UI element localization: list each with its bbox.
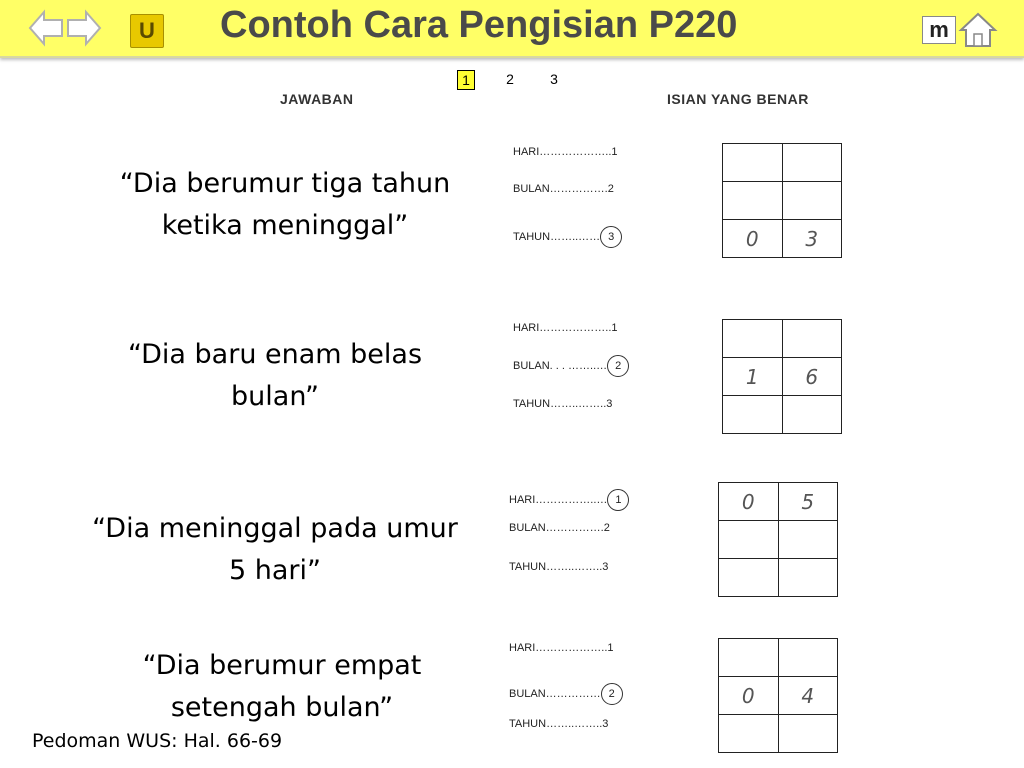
answer-grid: 0 4 <box>718 638 838 753</box>
answer-grid: 1 6 <box>722 319 842 434</box>
circled-code: 1 <box>607 489 629 511</box>
page-link-1[interactable]: 1 <box>457 70 475 90</box>
form-option-bulan: BULAN. . . ……..… 2 <box>513 355 629 377</box>
form-option-bulan: BULAN…………….2 <box>509 522 610 534</box>
title-bar <box>0 0 1024 58</box>
form-option-bulan: BULAN…………… 2 <box>509 683 623 705</box>
form-option-bulan: BULAN…………….2 <box>513 183 614 195</box>
circled-code: 3 <box>600 226 622 248</box>
example-quote: “Dia berumur empat setengah bulan” <box>142 650 422 723</box>
form-option-hari: HARI………………..1 <box>509 642 614 654</box>
form-option-hari: HARI………………..1 <box>513 322 618 334</box>
menu-button[interactable]: m <box>922 16 956 44</box>
nav-arrows <box>28 8 102 53</box>
page-link-3[interactable]: 3 <box>550 71 558 87</box>
return-button[interactable]: U <box>130 14 164 48</box>
column-header-correct-entry: ISIAN YANG BENAR <box>667 91 809 107</box>
form-option-tahun: TAHUN……..……..3 <box>509 561 609 573</box>
form-option-tahun: TAHUN……..…… 3 <box>513 226 622 248</box>
column-header-answer: JAWABAN <box>280 91 354 107</box>
home-icon[interactable] <box>958 10 998 55</box>
circled-code: 2 <box>607 355 629 377</box>
example-quote: “Dia meninggal pada umur 5 hari” <box>92 513 458 586</box>
forward-arrow-icon[interactable] <box>68 12 100 44</box>
answer-grid: 0 5 <box>718 482 838 597</box>
page-title: Contoh Cara Pengisian P220 <box>220 4 738 46</box>
form-option-tahun: TAHUN……..……..3 <box>509 718 609 730</box>
circled-code: 2 <box>601 683 623 705</box>
answer-grid: 0 3 <box>722 143 842 258</box>
source-footnote: Pedoman WUS: Hal. 66-69 <box>32 730 283 752</box>
form-option-hari: HARI……………..… 1 <box>509 489 629 511</box>
back-arrow-icon[interactable] <box>30 12 62 44</box>
example-quote: “Dia berumur tiga tahun ketika meninggal” <box>119 168 451 241</box>
form-option-hari: HARI………………..1 <box>513 146 618 158</box>
form-option-tahun: TAHUN……..……..3 <box>513 398 613 410</box>
example-quote: “Dia baru enam belas bulan” <box>127 339 423 412</box>
page-link-2[interactable]: 2 <box>506 71 514 87</box>
